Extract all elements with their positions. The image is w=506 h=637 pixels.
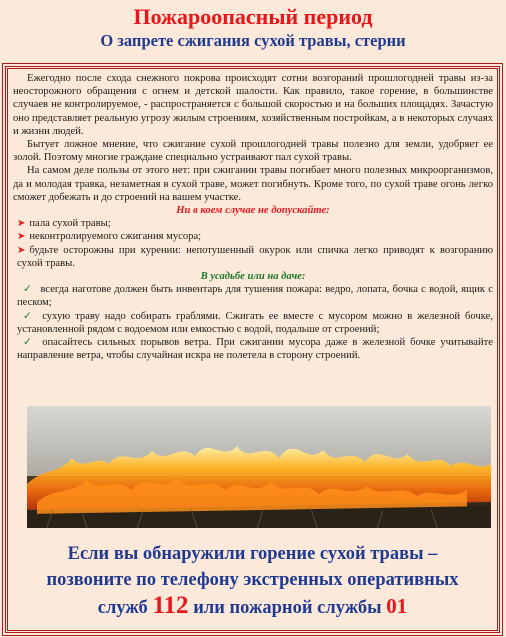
check-bullet-icon: ✓: [23, 337, 35, 349]
list-item: [13, 310, 493, 336]
list-item: [13, 244, 493, 270]
emergency-number: 112: [152, 592, 189, 619]
cta-line-3: [10, 593, 495, 621]
emergency-call-banner: [10, 541, 495, 621]
grass-fire-photo: [27, 406, 491, 528]
body-text: [13, 72, 493, 362]
paragraph-1: Ежегодно после схода снежного покрова происходят сотни возгораний прошлогодней травы из-за неосторожного обращения с огнем и детской шалости. Как правило, такое горение, в большинстве случаев не контролируемое, - распространяется с большой скоростью и на больших площадях. Зачастую оно представляет реальную угрозу жилым строениям, хозяйственным постройкам, а в некоторых случаях и жизни людей.: [13, 73, 493, 137]
check-bullet-icon: ✓: [23, 310, 35, 322]
page-subtitle: О запрете сжигания сухой травы, стерни: [100, 31, 406, 50]
list-item: [13, 283, 493, 309]
list-item: [13, 230, 493, 243]
list-item-text: пала сухой травы;: [29, 218, 111, 230]
cta-line-3-middle: или пожарной службы: [193, 598, 382, 618]
list-item-text: опасайтесь сильных порывов ветра. При сжигании мусора даже в железной бочке учитывайте направление ветра, чтобы случайная искра не полетела в сторону строений.: [17, 337, 493, 362]
list-item: [13, 217, 493, 230]
arrow-bullet-icon: ➤: [17, 218, 26, 230]
list-item-text: неконтролируемого сжигания мусора;: [29, 231, 202, 243]
fire-service-number: 01: [386, 594, 408, 618]
cta-line-3-start: служб: [97, 598, 148, 618]
fire-illustration: [27, 406, 491, 528]
heading-dont: Ни в коем случае не допускайте:: [176, 205, 330, 217]
cta-line-1: Если вы обнаружили горение сухой травы –: [67, 544, 438, 564]
arrow-bullet-icon: ➤: [17, 244, 26, 256]
heading-dacha: В усадьбе или на даче:: [200, 271, 306, 283]
paragraph-2: Бытует ложное мнение, что сжигание сухой прошлогодней травы полезно для земли, удобряет ее золой. Поэтому многие граждане специально устраивают пал сухой травы.: [13, 139, 493, 164]
arrow-bullet-icon: ➤: [17, 231, 26, 243]
list-item-text: будьте осторожны при курении: непотушенный окурок или спичка легко приводят к возгоранию сухой травы.: [17, 244, 493, 269]
list-item-text: сухую траву надо собирать граблями. Сжигать ее вместе с мусором можно в железной бочке, установленной рядом с водоемом или емкостью с водой, подальше от строений;: [17, 310, 493, 335]
page-title: Пожароопасный период: [133, 4, 373, 29]
list-item: [13, 336, 493, 362]
check-bullet-icon: ✓: [23, 284, 33, 296]
cta-line-2: позвоните по телефону экстренных оперативных: [46, 570, 459, 590]
paragraph-3: На самом деле пользы от этого нет: при сжигании травы погибает много полезных микроорганизмов, да и молодая травка, незаметная в сухой траве, может погибнуть. Кроме того, по сухой траве огонь легко сможет добежать и до строений на вашем участке.: [13, 165, 493, 203]
list-item-text: всегда наготове должен быть инвентарь для тушения пожара: ведро, лопата, бочка с водой, ящик с песком;: [17, 284, 493, 309]
